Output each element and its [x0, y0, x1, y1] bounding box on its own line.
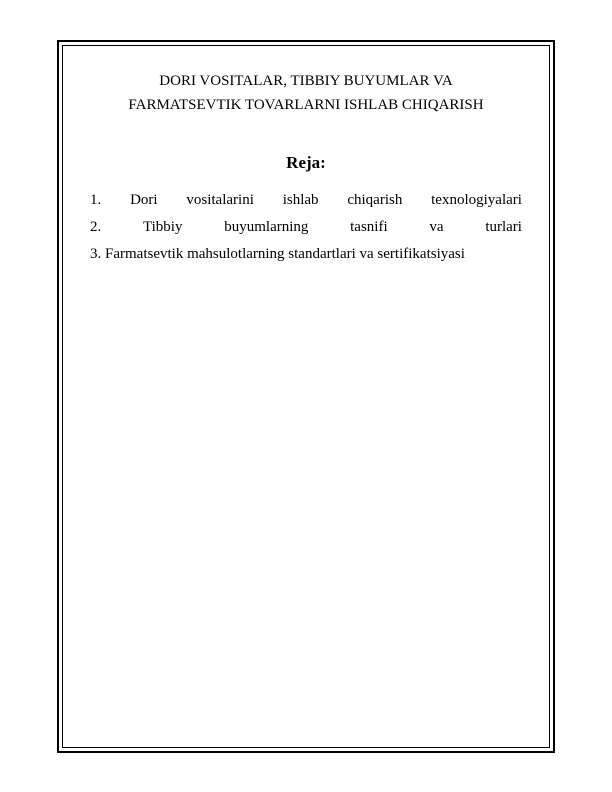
- plan-heading: Reja:: [286, 153, 326, 172]
- plan-item-2-word: turlari: [485, 219, 522, 235]
- document-title-line-1: DORI VOSITALAR, TIBBIY BUYUMLAR VA: [159, 73, 453, 89]
- plan-item-1-word: ishlab: [282, 192, 319, 208]
- plan-list: [90, 187, 522, 268]
- plan-item-2: [90, 214, 522, 241]
- plan-item-1-word: chiqarish: [347, 192, 403, 208]
- plan-item-1-word: vositalarini: [186, 192, 254, 208]
- document-title-line-2: FARMATSEVTIK TOVARLARNI ISHLAB CHIQARISH: [128, 97, 484, 113]
- plan-item-2-word: buyumlarning: [224, 219, 309, 235]
- plan-item-1-word: Dori: [130, 192, 158, 208]
- plan-item-1: [90, 187, 522, 214]
- plan-item-3: 3. Farmatsevtik mahsulotlarning standartlari va sertifikatsiyasi: [90, 246, 465, 262]
- plan-item-1-number: 1.: [90, 192, 102, 208]
- plan-item-2-number: 2.: [90, 219, 102, 235]
- document-body: [90, 66, 522, 268]
- plan-item-2-word: va: [429, 219, 444, 235]
- plan-item-1-word: texnologiyalari: [431, 192, 522, 208]
- plan-item-2-word: Tibbiy: [143, 219, 183, 235]
- plan-item-2-word: tasnifi: [350, 219, 388, 235]
